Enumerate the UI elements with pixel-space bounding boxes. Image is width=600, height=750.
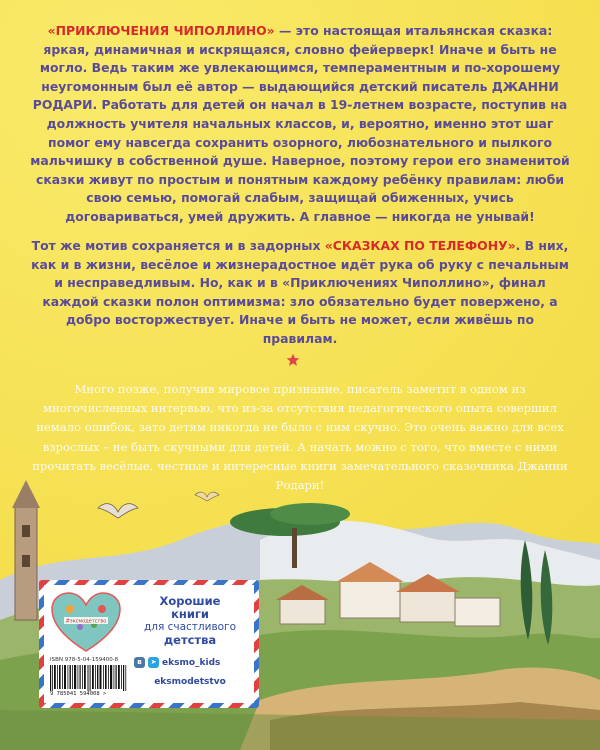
book-title-telephone-tales: «СКАЗКАХ ПО ТЕЛЕФОНУ» bbox=[324, 238, 516, 253]
star-icon bbox=[286, 353, 300, 367]
slogan bbox=[134, 595, 246, 647]
telephone-tales-text-after: . В них, как и в жизни, весёлое и жизнерадостное идёт рука об руку с печальным и несправедливым. Но, как и в «Приключениях Чиполлино», финал каждой сказки полон оптимизма: зло обязательно будет повержено, а добро восторжествует. Иначе и быть не может, если живёшь по правилам. bbox=[31, 238, 569, 346]
publisher-card bbox=[44, 585, 254, 703]
telephone-tales-text-before: Тот же мотив сохраняется и в задорных bbox=[31, 238, 325, 253]
social-links bbox=[134, 657, 220, 668]
slogan-line2: книги bbox=[171, 607, 209, 621]
heart-logo-icon bbox=[50, 591, 122, 653]
barcode-number: 9 785041 594008 > bbox=[50, 691, 107, 697]
afterword-paragraph: Много позже, получив мировое признание, писатель заметит в одном из многочисленных интервью, что из-за отсутствия педагогического опыта совершил немало ошибок, зато детям никогда не было с ним скучно. Это очень важно для всех взрослых – не быть скучными для детей. А начать можно с того, что вместе с ними прочитать весёлые, честные и интересные книги замечательного сказочника Джанни Родари! bbox=[32, 382, 568, 493]
barcode-icon bbox=[50, 665, 128, 691]
intro-paragraph bbox=[28, 22, 572, 227]
telegram-icon: ➤ bbox=[148, 657, 159, 668]
isbn-number: ISBN 978-5-04-159400-8 bbox=[50, 657, 119, 663]
heart-logo-label: #эксмодетство bbox=[65, 618, 107, 625]
slogan-line3: для счастливого bbox=[143, 621, 236, 633]
vk-icon: в bbox=[134, 657, 145, 668]
website-label: eksmodetstvo bbox=[154, 677, 226, 687]
book-title-cipollino: «ПРИКЛЮЧЕНИЯ ЧИПОЛЛИНО» bbox=[47, 23, 275, 38]
card-body bbox=[44, 585, 254, 703]
social-handle: eksmo_kids bbox=[162, 657, 221, 668]
slogan-line4: детства bbox=[163, 633, 217, 647]
telephone-tales-paragraph bbox=[28, 237, 572, 349]
intro-paragraph-text: — это настоящая итальянская сказка: яркая, динамичная и искрящаяся, словно фейерверк! Иначе и быть не могло. Ведь таким же увлекающимся, темпераментным и по-хорошему неугомонным был её автор — выдающийся детский писатель ДЖАННИ РОДАРИ. Работать для детей он начал в 19-летнем возрасте, поступив на должность учителя начальных классов, и, вероятно, именно этот шаг помог ему навсегда сохранить озорного, любознательного и пылкого мальчишку в собственной душе. Наверное, поэтому герои его знаменитой сказки живут по простым и понятным каждому ребёнку правилам: люби свою семью, помогай слабым, защищай обиженных, учись договариваться, умей дружить. А главное — никогда не унывай! bbox=[30, 23, 570, 224]
slogan-line1: Хорошие bbox=[159, 594, 221, 608]
